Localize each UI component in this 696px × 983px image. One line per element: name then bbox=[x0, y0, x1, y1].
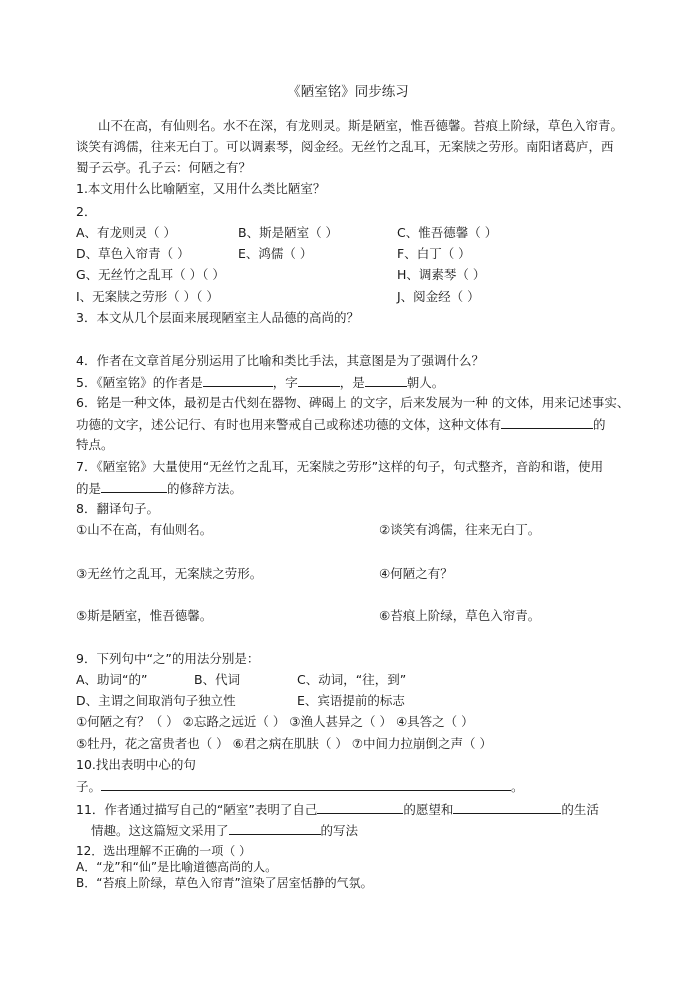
q9-option-a: A、助词“的” bbox=[76, 672, 148, 687]
question-7-line-1: 7．《陋室铭》大量使用“无丝竹之乱耳，无案牍之劳形”这样的句子，句式整齐，音韵和谐，使用 bbox=[76, 459, 604, 474]
q8-sentence-3: ③无丝竹之乱耳，无案牍之劳形。 bbox=[76, 566, 263, 581]
q5-text-c: ，是 bbox=[339, 375, 365, 390]
question-10: 10.找出表明中心的句 bbox=[76, 757, 196, 772]
q9-option-c: C、动词，“往，到” bbox=[297, 672, 407, 687]
q11-text-c: 的生活 bbox=[561, 802, 599, 817]
q7-text-b: 的修辞方法。 bbox=[167, 481, 243, 496]
q8-sentence-5: ⑤斯是陋室，惟吾德馨。 bbox=[76, 608, 213, 623]
q2-item-c: C、惟吾德馨（ ） bbox=[397, 225, 498, 240]
q8-sentence-1: ①山不在高，有仙则名。 bbox=[76, 522, 213, 537]
q5-author-blank[interactable] bbox=[203, 373, 273, 387]
q6-text-a: 功德的文字，述公记行、有时也用来警戒自己或称述功德的文体，这种文体有 bbox=[76, 417, 502, 432]
q2-item-i: I、无案牍之劳形（ ）（ ） bbox=[76, 289, 219, 304]
question-11-line-1 bbox=[76, 800, 599, 819]
q11-text-a: 11．作者通过描写自己的“陋室”表明了自己 bbox=[76, 802, 318, 817]
question-6-line-3: 特点。 bbox=[76, 437, 114, 452]
q9-items-line-2: ⑤牡丹，花之富贵者也（ ） ⑥君之病在肌肤（ ） ⑦中间力拉崩倒之声（ ） bbox=[76, 736, 492, 751]
q11-text-e: 的写法 bbox=[320, 823, 359, 838]
q10-text-b: 。 bbox=[511, 779, 524, 794]
question-2: 2． bbox=[76, 204, 97, 219]
question-1: 1.本文用什么比喻陋室，又用什么类比陋室？ bbox=[76, 181, 326, 196]
question-3: 3．本文从几个层面来展现陋室主人品德的高尚的？ bbox=[76, 310, 359, 325]
q5-text-a: 5．《陋室铭》的作者是 bbox=[76, 375, 203, 390]
q6-feature-blank[interactable] bbox=[501, 415, 593, 429]
question-6-line-2 bbox=[76, 415, 606, 434]
q11-life-blank[interactable] bbox=[453, 800, 561, 814]
q6-text-b: 的 bbox=[593, 417, 606, 432]
q2-item-f: F、白丁（ ） bbox=[397, 246, 471, 261]
q9-option-e: E、宾语提前的标志 bbox=[297, 693, 405, 708]
question-5 bbox=[76, 373, 444, 392]
q12-option-a: A．“龙”和“仙”是比喻道德高尚的人。 bbox=[76, 860, 278, 874]
q7-rhetoric-blank[interactable] bbox=[101, 479, 167, 493]
question-10-line-2 bbox=[76, 777, 524, 796]
q5-courtesy-name-blank[interactable] bbox=[298, 373, 340, 387]
q10-text-a: 子。 bbox=[76, 779, 102, 794]
q11-method-blank[interactable] bbox=[229, 821, 321, 835]
q9-option-b: B、代词 bbox=[194, 672, 241, 687]
q2-item-e: E、鸿儒（ ） bbox=[238, 246, 313, 261]
question-7-line-2 bbox=[76, 479, 242, 498]
q5-text-b: ，字 bbox=[272, 375, 298, 390]
q5-dynasty-blank[interactable] bbox=[365, 373, 407, 387]
page-title: 《陋室铭》同步练习 bbox=[287, 84, 409, 100]
q8-sentence-6: ⑥苔痕上阶绿，草色入帘青。 bbox=[379, 608, 541, 623]
q2-item-g: G、无丝竹之乱耳（ ）（ ） bbox=[76, 267, 225, 282]
q5-text-d: 朝人。 bbox=[406, 375, 445, 390]
q10-answer-blank[interactable] bbox=[101, 777, 511, 791]
q2-item-a: A、有龙则灵（ ） bbox=[76, 225, 177, 240]
question-6-line-1: 6．铭是一种文体，最初是古代刻在器物、碑碣上 的文字，后来发展为一种 的文体，用来记述事实、 bbox=[76, 395, 630, 410]
q11-text-d: 情趣。这这篇短文采用了 bbox=[91, 823, 229, 838]
q9-items-line-1: ①何陋之有？（ ） ②忘路之远近（ ） ③渔人甚异之（ ） ④具答之（ ） bbox=[76, 714, 474, 729]
q2-item-b: B、斯是陋室（ ） bbox=[238, 225, 339, 240]
passage-line-1: 山不在高，有仙则名。水不在深，有龙则灵。斯是陋室，惟吾德馨。苔痕上阶绿，草色入帘青。 bbox=[98, 118, 624, 133]
q2-item-j: J、阅金经（ ） bbox=[397, 289, 480, 304]
q8-sentence-4: ④何陋之有？ bbox=[379, 566, 453, 581]
q8-sentence-2: ②谈笑有鸿儒，往来无白丁。 bbox=[379, 522, 541, 537]
question-4: 4．作者在文章首尾分别运用了比喻和类比手法，其意图是为了强调什么？ bbox=[76, 353, 484, 368]
passage-line-3: 蜀子云亭。孔子云：何陋之有？ bbox=[76, 160, 252, 175]
question-12: 12．选出理解不正确的一项（ ） bbox=[76, 844, 252, 858]
question-9: 9．下列句中“之”的用法分别是： bbox=[76, 651, 260, 666]
q2-item-d: D、草色入帘青（ ） bbox=[76, 246, 190, 261]
passage-line-2: 谈笑有鸿儒，往来无白丁。可以调素琴，阅金经。无丝竹之乱耳，无案牍之劳形。南阳诸葛庐，西 bbox=[76, 139, 614, 154]
q11-text-b: 的愿望和 bbox=[403, 802, 454, 817]
question-11-line-2 bbox=[91, 821, 358, 840]
q7-text-a: 的是 bbox=[76, 481, 102, 496]
q2-item-h: H、调素琴（ ） bbox=[397, 267, 486, 282]
question-8: 8．翻译句子。 bbox=[76, 501, 159, 516]
q12-option-b: B．“苔痕上阶绿，草色入帘青”渲染了居室恬静的气氛。 bbox=[76, 876, 373, 890]
q9-option-d: D、主谓之间取消句子独立性 bbox=[76, 693, 236, 708]
q11-wish-blank[interactable] bbox=[317, 800, 403, 814]
